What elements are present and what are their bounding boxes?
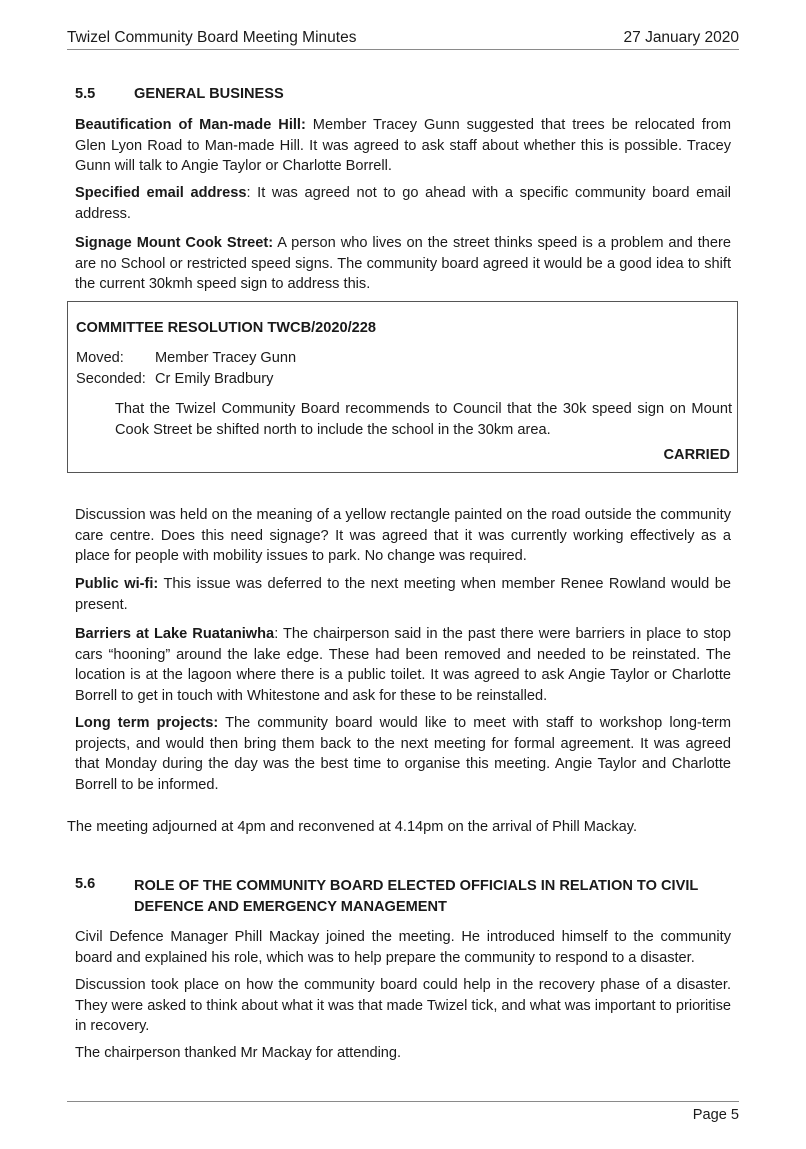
section-title: ROLE OF THE COMMUNITY BOARD ELECTED OFFICIALS IN RELATION TO CIVIL DEFENCE AND EMERGENCY MANAGEMENT — [134, 878, 699, 915]
item-barriers — [75, 624, 731, 706]
adjournment-note: The meeting adjourned at 4pm and reconvened at 4.14pm on the arrival of Phill Mackay. — [67, 819, 638, 835]
resolution-title: COMMITTEE RESOLUTION TWCB/2020/228 — [76, 320, 377, 336]
item-text: : It was agreed not to go ahead with a specific community board email address. — [75, 185, 731, 222]
seconded-value: Cr Emily Bradbury — [155, 371, 274, 387]
moved-label: Moved: — [76, 350, 124, 366]
section-5-6-paragraph-3: The chairperson thanked Mr Mackay for attending. — [75, 1045, 402, 1061]
committee-resolution-box — [67, 301, 738, 473]
section-number: 5.6 — [75, 876, 96, 892]
item-label: Long term projects: — [75, 715, 219, 731]
seconded-row — [76, 371, 273, 387]
item-long-term-projects — [75, 713, 731, 795]
resolution-text: That the Twizel Community Board recommends to Council that the 30k speed sign on Mount Cook Street be shifted north to include the school in the 30km area. — [115, 401, 732, 438]
item-label: Public wi-fi: — [75, 576, 159, 592]
page-header — [67, 27, 739, 50]
resolution-status: CARRIED — [663, 447, 730, 463]
moved-value: Member Tracey Gunn — [155, 350, 297, 366]
section-title: GENERAL BUSINESS — [134, 86, 284, 102]
item-text: : The chairperson said in the past there were barriers in place to stop cars “hooning” around the lake edge. These had been removed and needed to be reinstated. The location is at the lagoon where there is a public toilet. It was agreed to ask Angie Taylor or Charlotte Borrell to get in touch with Whitestone and ask for these to be reinstalled. — [75, 626, 731, 704]
item-public-wifi — [75, 574, 731, 615]
document-title: Twizel Community Board Meeting Minutes — [67, 29, 357, 46]
item-text: This issue was deferred to the next meeting when member Renee Rowland would be present. — [75, 576, 731, 613]
item-label: Beautification of Man-made Hill: — [75, 117, 306, 133]
moved-row — [76, 350, 296, 366]
item-email-address — [75, 183, 731, 224]
seconded-label: Seconded: — [76, 371, 146, 387]
footer-divider — [67, 1101, 739, 1102]
item-text: A person who lives on the street thinks speed is a problem and there are no School or restricted speed signs. The community board agreed it would be a good idea to shift the current 30kmh speed sign to address this. — [75, 235, 731, 293]
item-beautification — [75, 115, 731, 177]
item-label: Specified email address — [75, 185, 247, 201]
meeting-date: 27 January 2020 — [623, 29, 739, 46]
page-number: Page 5 — [692, 1107, 739, 1123]
item-label: Barriers at Lake Ruataniwha — [75, 626, 275, 642]
item-label: Signage Mount Cook Street: — [75, 235, 274, 251]
section-5-6-paragraph-1: Civil Defence Manager Phill Mackay joined the meeting. He introduced himself to the community board and explained his role, which was to help prepare the community to respond to a disaster. — [75, 929, 731, 966]
discussion-paragraph: Discussion was held on the meaning of a yellow rectangle painted on the road outside the community care centre. Does this need signage? It was agreed that it was currently working effectively as a place for people with mobility issues to park. No change was required. — [75, 507, 731, 565]
section-5-5-heading — [75, 86, 284, 102]
section-5-6-heading — [75, 876, 735, 918]
item-signage — [75, 233, 731, 295]
item-text: Member Tracey Gunn suggested that trees be relocated from Glen Lyon Road to Man-made Hill. It was agreed to ask staff about whether this is possible. Tracey Gunn will talk to Angie Taylor or Charlotte Borrell. — [75, 117, 731, 175]
section-5-6-paragraph-2: Discussion took place on how the community board could help in the recovery phase of a disaster. They were asked to think about what it was that made Twizel tick, and what was important to prioritise in recovery. — [75, 977, 731, 1035]
item-text: The community board would like to meet with staff to workshop long-term projects, and would then bring them back to the next meeting for formal agreement. It was agreed that Monday during the day was the best time to organise this meeting. Angie Taylor and Charlotte Borrell to be informed. — [75, 715, 732, 793]
section-number: 5.5 — [75, 86, 96, 102]
